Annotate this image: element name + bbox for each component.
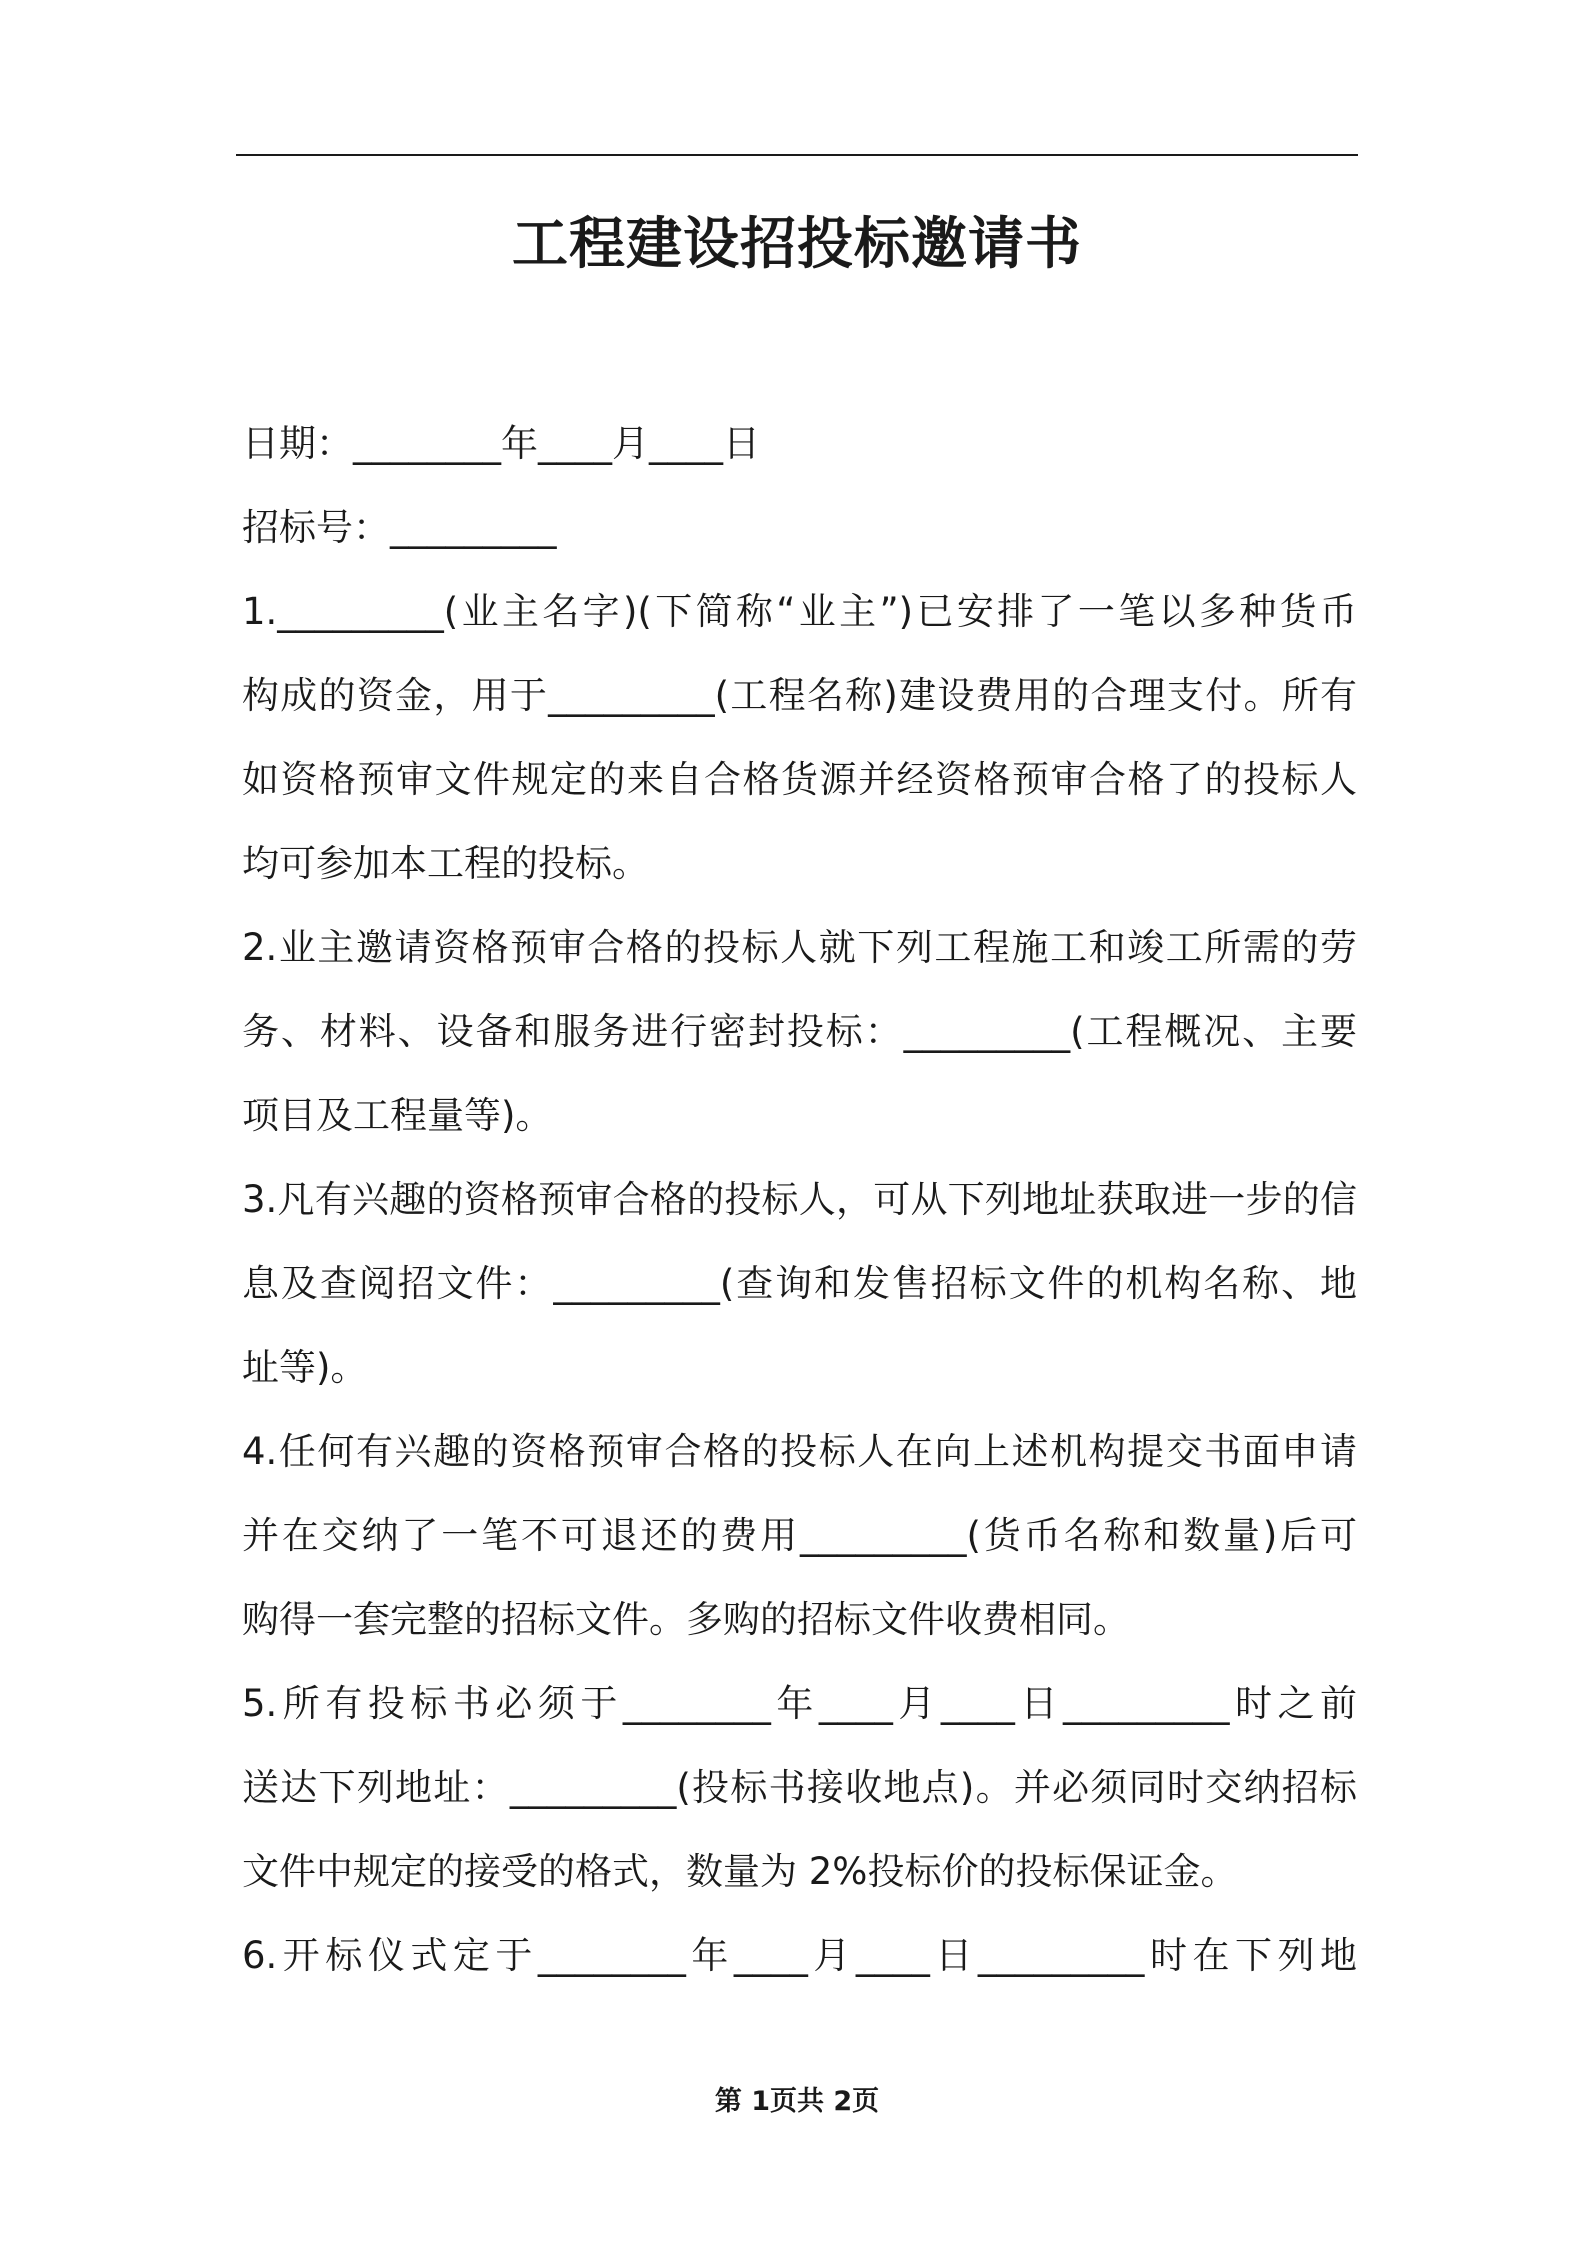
header-rule: [236, 154, 1358, 156]
body-line: 构成的资金，用于_________(工程名称)建设费用的合理支付。所有: [242, 674, 1357, 717]
body-line: 1._________(业主名字)(下简称“业主”)已安排了一笔以多种货币: [242, 590, 1357, 633]
body-line: 务、材料、设备和服务进行密封投标：_________(工程概况、主要: [242, 1010, 1357, 1053]
body-line: 文件中规定的接受的格式，数量为 2%投标价的投标保证金。: [242, 1850, 1238, 1893]
body-line: 2.业主邀请资格预审合格的投标人就下列工程施工和竣工所需的劳: [242, 926, 1357, 969]
body-line: 4.任何有兴趣的资格预审合格的投标人在向上述机构提交书面申请: [242, 1430, 1357, 1473]
body-line: 6.开标仪式定于________年____月____日_________时在下列地: [242, 1934, 1357, 1977]
body-line: 项目及工程量等)。: [242, 1094, 553, 1137]
body-line: 5.所有投标书必须于________年____月____日_________时之前: [242, 1682, 1357, 1725]
body-line: 址等)。: [242, 1346, 368, 1389]
body-line: 招标号：_________: [242, 506, 557, 549]
body-line: 购得一套完整的招标文件。多购的招标文件收费相同。: [242, 1598, 1130, 1641]
body-line: 并在交纳了一笔不可退还的费用_________(货币名称和数量)后可: [242, 1514, 1357, 1557]
page-footer: 第 1页共 2页: [714, 2086, 880, 2117]
body-line: 日期：________年____月____日: [242, 422, 760, 465]
body-line: 均可参加本工程的投标。: [242, 842, 649, 885]
document-title: 工程建设招投标邀请书: [512, 212, 1082, 277]
body-line: 如资格预审文件规定的来自合格货源并经资格预审合格了的投标人: [242, 758, 1357, 801]
body-line: 息及查阅招文件：_________(查询和发售招标文件的机构名称、地: [242, 1262, 1357, 1305]
document-body: [242, 402, 1357, 1998]
body-line: 3.凡有兴趣的资格预审合格的投标人，可从下列地址获取进一步的信: [242, 1178, 1357, 1221]
body-line: 送达下列地址：_________(投标书接收地点)。并必须同时交纳招标: [242, 1766, 1357, 1809]
